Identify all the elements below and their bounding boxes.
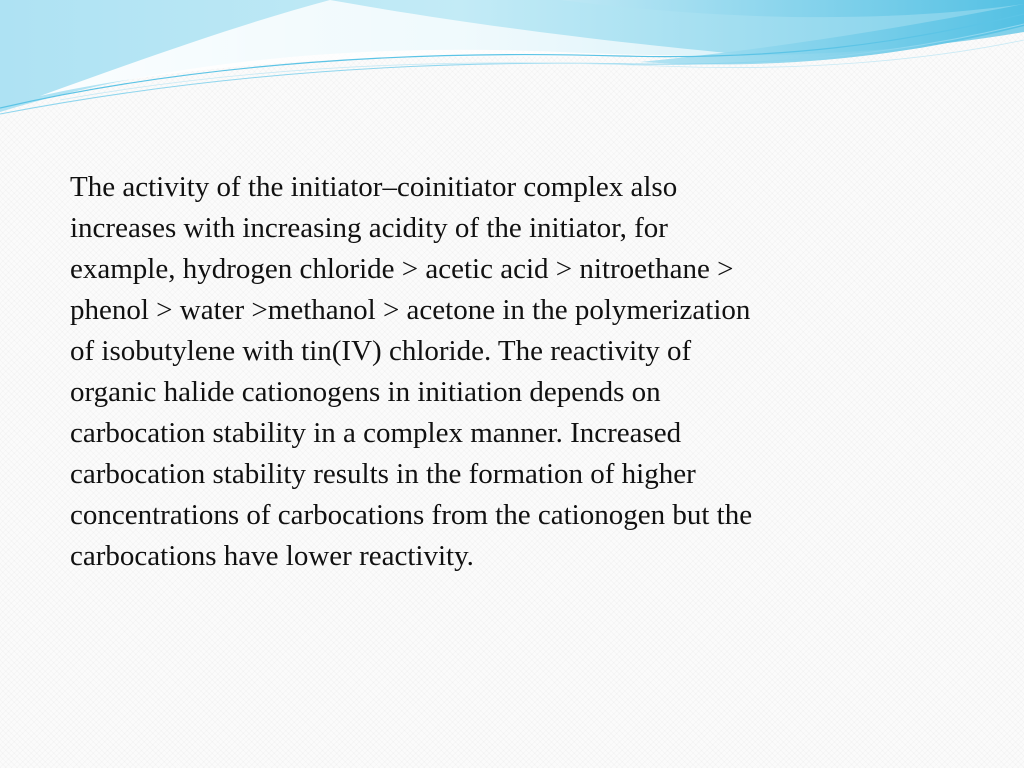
body-line: of isobutylene with tin(IV) chloride. The reactivity of (70, 335, 692, 367)
body-line: The activity of the initiator–coinitiator complex also (70, 171, 678, 203)
body-line: carbocation stability in a complex manner. Increased (70, 417, 682, 449)
wave-header-decoration (0, 0, 1024, 120)
body-line: example, hydrogen chloride > acetic acid > nitroethane > (70, 253, 734, 285)
body-line: increases with increasing acidity of the initiator, for (70, 212, 668, 244)
body-paragraph (70, 167, 900, 577)
body-line: concentrations of carbocations from the cationogen but the (70, 499, 753, 531)
body-line: carbocation stability results in the formation of higher (70, 458, 696, 490)
body-line: carbocations have lower reactivity. (70, 540, 474, 572)
body-line: phenol > water >methanol > acetone in the polymerization (70, 294, 751, 326)
body-line: organic halide cationogens in initiation depends on (70, 376, 661, 408)
